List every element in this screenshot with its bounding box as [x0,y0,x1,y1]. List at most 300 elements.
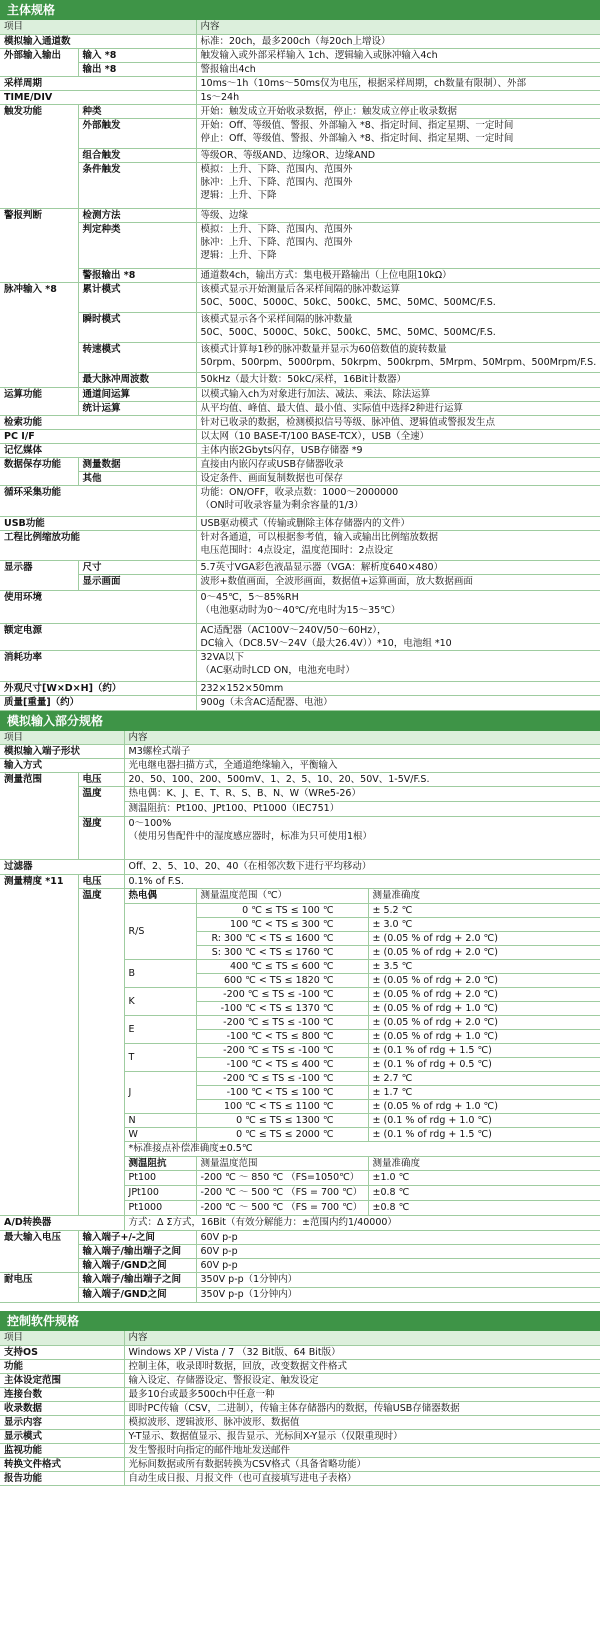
table-row [0,48,600,62]
table-row [0,1288,600,1303]
row-label: 过滤器 [0,860,124,875]
row-value: Off、2、5、10、20、40（在相邻次数下进行平均移动） [124,860,600,875]
tc-type-header: 热电偶 [124,889,196,904]
value-line: 脉冲：上升、下降、范围内、范围外 [200,176,353,188]
row-label: 工程比例缩放功能 [0,530,196,560]
row-sublabel: 测量数据 [78,457,196,471]
row-label: 报告功能 [0,1471,124,1485]
row-value: 光标间数据或所有数据转换为CSV格式（具备省略功能） [124,1457,600,1471]
tc-range: 400 ℃ ≤ TS ≤ 600 ℃ [196,960,368,974]
tc-range: 100 ℃ < TS ≤ 300 ℃ [196,918,368,932]
value-line: DC输入（DC8.5V～24V（最大26.4V））*10，电池组 *10 [200,637,452,649]
value-line: 0～100% [128,818,172,829]
table-row [0,773,600,787]
tc-acc: ± 3.5 ℃ [368,960,600,974]
row-label: 消耗功率 [0,650,196,681]
value-line: （AC驱动时LCD ON，电池充电时） [200,664,355,676]
table-row [0,457,600,471]
main-spec-table [0,20,600,711]
table-row [0,574,600,590]
row-label: PC I/F [0,429,196,443]
row-label: 显示内容 [0,1415,124,1429]
value-line: 从平均值、峰值、最大值、最小值、实际值中选择2种进行运算 [200,402,464,414]
tc-range-header: 测量温度范围（℃） [196,889,368,904]
row-label: 支持OS [0,1345,124,1359]
value-line: 1s～24h [200,91,240,103]
table-row [0,787,600,802]
row-label: 检索功能 [0,415,196,429]
row-sublabel: 外部触发 [78,118,196,148]
row-sublabel: 通道间运算 [78,387,196,401]
table-row [0,1245,600,1259]
row-value: 0.1% of F.S. [124,875,600,889]
row-value [196,90,600,104]
tc-range: -200 ℃ ≤ TS ≤ -100 ℃ [196,988,368,1002]
tc-range: S: 300 ℃ < TS ≤ 1760 ℃ [196,946,368,960]
row-value: 发生警报时向指定的邮件地址发送邮件 [124,1443,600,1457]
table-row [0,860,600,875]
value-line: 内容 [200,21,220,32]
value-line: 50C、500C、5000C、50kC、500kC、5MC、50MC、500MC/F.S. [200,326,496,338]
row-sublabel: 温度 [78,787,124,817]
table-row [0,889,600,904]
row-value: 内容 [124,1331,600,1345]
tc-range: 0 ℃ ≤ TS ≤ 100 ℃ [196,904,368,918]
row-sublabel: 温度 [78,889,124,1216]
row-value [196,372,600,387]
row-sublabel: 组合触发 [78,148,196,162]
table-row [0,745,600,759]
rtd-range-header: 测量温度范围 [196,1157,368,1171]
tc-acc: ± (0.05 % of rdg + 1.0 ℃) [368,1002,600,1016]
table-row [0,1387,600,1401]
table-row [0,162,600,208]
table-row [0,1457,600,1471]
row-value [196,471,600,485]
rtd-acc-header: 测量准确度 [368,1157,600,1171]
row-label: 显示模式 [0,1429,124,1443]
row-value [196,590,600,623]
value-line: 波形+数值画面，全波形画面，数据值+运算画面，放大数据画面 [200,575,473,587]
table-row [0,485,600,516]
tc-acc-header: 测量准确度 [368,889,600,904]
row-value [196,516,600,530]
value-line: 5.7英寸VGA彩色液晶显示器（VGA：解析度640×480） [200,561,444,573]
row-sublabel: 种类 [78,104,196,118]
row-sublabel: 条件触发 [78,162,196,208]
row-label: 功能 [0,1359,124,1373]
table-row [0,282,600,312]
table-row [0,372,600,387]
row-value [196,282,600,312]
row-value: 60V p-p [196,1231,600,1245]
row-value: Windows XP / Vista / 7 （32 Bit版、64 Bit版） [124,1345,600,1359]
row-value [196,485,600,516]
value-line: 直接由内嵌闪存或USB存储器收录 [200,458,344,470]
tc-range: -100 ℃ < TS ≤ 400 ℃ [196,1058,368,1072]
table-row [0,1443,600,1457]
tc-acc: ± (0.05 % of rdg + 2.0 ℃) [368,988,600,1002]
row-label: 监视功能 [0,1443,124,1457]
analog-spec-title: 模拟输入部分规格 [0,711,600,731]
row-label: 耐电压 [0,1273,78,1303]
tc-acc: ± 3.0 ℃ [368,918,600,932]
row-sublabel: 尺寸 [78,560,196,574]
row-value: 350V p-p（1分钟内） [196,1288,600,1303]
row-label: 项目 [0,1331,124,1345]
value-line: 以太网（10 BASE-T/100 BASE-TCX），USB（全速） [200,430,430,442]
tc-type: J [124,1072,196,1114]
rtd-range: -200 ℃ ～ 500 ℃ （FS = 700 ℃） [196,1201,368,1216]
value-line: 232×152×50mm [200,682,284,694]
value-line: 脉冲：上升、下降、范围内、范围外 [200,236,353,248]
value-line: 针对各通道，可以根据参考值，输入或输出比例缩放数据 [200,531,439,543]
row-label: 采样周期 [0,76,196,90]
row-value [196,401,600,415]
row-label: A/D转换器 [0,1216,124,1231]
rtd-range: -200 ℃ ～ 500 ℃ （FS = 700 ℃） [196,1186,368,1201]
row-label: 收录数据 [0,1401,124,1415]
table-row [0,415,600,429]
value-line: 该模式显示各个采样间隔的脉冲数量 [200,313,353,325]
row-label: 项目 [0,20,196,34]
tc-range: -100 ℃ < TS ≤ 800 ℃ [196,1030,368,1044]
value-line: 开始：触发成立开始收录数据，停止：触发成立停止收录数据 [200,105,458,117]
table-row [0,875,600,889]
table-row [0,429,600,443]
row-label: 运算功能 [0,387,78,415]
value-line: 50C、500C、5000C、50kC、500kC、5MC、50MC、500MC/F.S. [200,296,496,308]
tc-acc: ± (0.05 % of rdg + 2.0 ℃) [368,1016,600,1030]
table-row [0,342,600,372]
row-value [196,681,600,695]
row-sublabel: 电压 [78,875,124,889]
value-line: 触发输入或外部采样输入 1ch、逻辑输入或脉冲输入4ch [200,49,438,61]
table-row [0,1216,600,1231]
row-value [196,623,600,650]
tc-acc: ± 5.2 ℃ [368,904,600,918]
row-value [196,443,600,457]
row-sublabel: 输入端子/GND之间 [78,1288,196,1303]
row-label: 记忆媒体 [0,443,196,457]
row-label: 使用环境 [0,590,196,623]
row-value [196,104,600,118]
row-sublabel: 检测方法 [78,208,196,222]
row-value: 光电继电器扫描方式，全通道绝缘输入，平衡输入 [124,759,600,773]
rtd-acc: ±0.8 ℃ [368,1186,600,1201]
row-value: 20、50、100、200、500mV、1、2、5、10、20、50V、1-5V/F.S. [124,773,600,787]
row-value: 350V p-p（1分钟内） [196,1273,600,1288]
table-row [0,817,600,860]
value-line: 等级OR、等级AND、边缘OR、边缘AND [200,149,376,161]
row-sublabel: 输入端子/GND之间 [78,1259,196,1273]
tc-type: E [124,1016,196,1044]
tc-range: R: 300 ℃ < TS ≤ 1600 ℃ [196,932,368,946]
value-line: 开始：Off、等级值、警报、外部输入 *8、指定时间、指定星期、一定时间 [200,119,514,131]
value-line: 停止：Off、等级值、警报、外部输入 *8、指定时间、指定星期、一定时间 [200,132,514,144]
row-value: 热电偶：K、J、E、T、R、S、B、N、W（WRe5-26） [124,787,600,802]
value-line: 以模式输入ch为对象进行加法、减法、乘法、除法运算 [200,388,431,400]
row-label: 模拟输入端子形状 [0,745,124,759]
value-line: 标准：20ch，最多200ch（每20ch上增设） [200,35,391,47]
value-line: 900g（未含AC适配器、电池） [200,696,333,708]
row-value [196,574,600,590]
tc-acc: ± 2.7 ℃ [368,1072,600,1086]
tc-acc: ± (0.05 % of rdg + 1.0 ℃) [368,1100,600,1114]
value-line: 功能：ON/OFF，收录点数：1000～2000000 [200,486,399,498]
row-value [196,148,600,162]
row-sublabel: 最大脉冲周波数 [78,372,196,387]
tc-type: K [124,988,196,1016]
tc-acc: ± (0.05 % of rdg + 2.0 ℃) [368,932,600,946]
table-row [0,312,600,342]
tc-acc: ± (0.1 % of rdg + 1.0 ℃) [368,1114,600,1128]
table-row [0,20,600,34]
row-value [196,162,600,208]
row-sublabel: 电压 [78,773,124,787]
row-value: 60V p-p [196,1259,600,1273]
value-line: 主体内嵌2Gbyts闪存，USB存储器 *9 [200,444,363,456]
tc-acc: ± (0.05 % of rdg + 2.0 ℃) [368,974,600,988]
rtd-acc: ±0.8 ℃ [368,1201,600,1216]
tc-range: 0 ℃ ≤ TS ≤ 2000 ℃ [196,1128,368,1142]
tc-range: 100 ℃ < TS ≤ 1100 ℃ [196,1100,368,1114]
row-value [196,62,600,76]
row-value [196,342,600,372]
row-value: 测温阻抗：Pt100、JPt100、Pt1000（IEC751） [124,802,600,817]
tc-type: N [124,1114,196,1128]
row-sublabel: 其他 [78,471,196,485]
table-row [0,387,600,401]
row-label: 转换文件格式 [0,1457,124,1471]
row-sublabel: 判定种类 [78,222,196,268]
row-sublabel: 湿度 [78,817,124,860]
row-label: 最大输入电压 [0,1231,78,1273]
row-sublabel: 显示画面 [78,574,196,590]
table-row [0,34,600,48]
row-label: TIME/DIV [0,90,196,104]
table-row [0,590,600,623]
row-value: 输入设定、存储器设定、警报设定、触发设定 [124,1373,600,1387]
row-label: 额定电源 [0,623,196,650]
row-value [196,415,600,429]
row-value: Y-T显示、数据值显示、报告显示、光标间X-Y显示（仅限重现时） [124,1429,600,1443]
value-line: 模拟：上升、下降、范围内、范围外 [200,223,353,235]
row-label: 显示器 [0,560,78,590]
rtd-type: Pt100 [124,1171,196,1186]
table-row [0,731,600,745]
row-value [196,208,600,222]
row-sublabel: 累计模式 [78,282,196,312]
table-row [0,695,600,710]
row-value [196,429,600,443]
row-label: 外观尺寸[W×D×H]（约） [0,681,196,695]
rtd-acc: ±1.0 ℃ [368,1171,600,1186]
tc-acc: ± (0.05 % of rdg + 1.0 ℃) [368,1030,600,1044]
value-line: （使用另售配件中的湿度感应器时，标准为只可使用1根） [128,831,373,842]
tc-range: -200 ℃ ≤ TS ≤ -100 ℃ [196,1072,368,1086]
value-line: （ON时可收录容量为剩余容量的1/3） [200,499,364,511]
value-line: 针对已收录的数据，检测模拟信号等级、脉冲值、逻辑值或警报发生点 [200,416,496,428]
value-line: 逻辑：上升、下降 [200,249,277,261]
row-label: 脉冲输入 *8 [0,282,78,387]
value-line: （电池驱动时为0～40℃/充电时为15～35℃） [200,604,401,616]
table-row [0,148,600,162]
row-sublabel: 输入端子/输出端子之间 [78,1273,196,1288]
tc-range: -100 ℃ < TS ≤ 100 ℃ [196,1086,368,1100]
cjc-note: *标准接点补偿准确度±0.5℃ [124,1142,600,1157]
row-value: M3螺栓式端子 [124,745,600,759]
value-line: 逻辑：上升、下降 [200,189,277,201]
table-row [0,516,600,530]
main-spec-title: 主体规格 [0,0,600,20]
table-row [0,623,600,650]
table-row [0,530,600,560]
row-value: 模拟波形、逻辑波形、脉冲波形、数据值 [124,1415,600,1429]
value-line: 该模式显示开始测量后各采样间隔的脉冲数运算 [200,283,401,295]
row-value [196,34,600,48]
row-sublabel: 输入端子/输出端子之间 [78,1245,196,1259]
software-spec-table [0,1331,600,1486]
row-value: 即时PC传输（CSV，二进制），传输主体存储器内的数据，传输USB存储器数据 [124,1401,600,1415]
tc-type: W [124,1128,196,1142]
rtd-type: JPt100 [124,1186,196,1201]
table-row [0,118,600,148]
table-row [0,1331,600,1345]
table-row [0,62,600,76]
table-row [0,443,600,457]
table-row [0,76,600,90]
table-row [0,1471,600,1485]
row-value [196,387,600,401]
row-value [196,268,600,282]
tc-range: -100 ℃ < TS ≤ 1370 ℃ [196,1002,368,1016]
row-label: 警报判断 [0,208,78,282]
row-value [196,312,600,342]
tc-type: R/S [124,904,196,960]
value-line: USB驱动模式（传输或删除主体存储器内的文件） [200,517,411,529]
row-label: 测量范围 [0,773,78,860]
table-row [0,1429,600,1443]
row-label: 外部输入输出 [0,48,78,76]
value-line: 0～45℃，5～85%RH [200,591,299,603]
table-row [0,401,600,415]
row-value [196,20,600,34]
tc-range: 0 ℃ ≤ TS ≤ 1300 ℃ [196,1114,368,1128]
row-value [124,817,600,860]
row-sublabel: 输入端子+/-之间 [78,1231,196,1245]
row-label: 模拟输入通道数 [0,34,196,48]
row-label: 质量[重量]（约） [0,695,196,710]
table-row [0,1415,600,1429]
row-label: 连接台数 [0,1387,124,1401]
value-line: 设定条件、画面复制数据也可保存 [200,472,344,484]
table-row [0,681,600,695]
tc-range: 600 ℃ < TS ≤ 1820 ℃ [196,974,368,988]
tc-acc: ± (0.05 % of rdg + 2.0 ℃) [368,946,600,960]
table-row [0,268,600,282]
row-label: 数据保存功能 [0,457,78,485]
tc-acc: ± (0.1 % of rdg + 1.5 ℃) [368,1044,600,1058]
value-line: 50rpm、500rpm、5000rpm、50krpm、500krpm、5Mrpm、50Mrpm、500Mrpm/F.S. [200,356,597,368]
table-row [0,1401,600,1415]
tc-acc: ± (0.1 % of rdg + 1.5 ℃) [368,1128,600,1142]
value-line: 等级、边缘 [200,209,249,221]
row-value: 自动生成日报、月报文件（也可直接填写进电子表格） [124,1471,600,1485]
table-row [0,1359,600,1373]
row-sublabel: 警报输出 *8 [78,268,196,282]
value-line: 模拟：上升、下降、范围内、范围外 [200,163,353,175]
row-value: 方式：Δ Σ方式，16Bit（有效分解能力：±范围内约1/40000） [124,1216,600,1231]
row-label: 主体设定范围 [0,1373,124,1387]
value-line: 32VA以下 [200,651,244,663]
value-line: AC适配器（AC100V～240V/50～60Hz）， [200,624,387,636]
table-row [0,222,600,268]
tc-type: B [124,960,196,988]
row-label: 循环采集功能 [0,485,196,516]
software-spec-title: 控制软件规格 [0,1311,600,1331]
table-row [0,471,600,485]
value-line: 警报输出4ch [200,63,256,75]
table-row [0,90,600,104]
tc-acc: ± (0.1 % of rdg + 0.5 ℃) [368,1058,600,1072]
row-value: 60V p-p [196,1245,600,1259]
row-sublabel: 转速模式 [78,342,196,372]
row-sublabel: 瞬时模式 [78,312,196,342]
row-value [196,560,600,574]
table-row [0,208,600,222]
table-row [0,1273,600,1288]
row-label: 项目 [0,731,124,745]
row-label: 触发功能 [0,104,78,208]
tc-type: T [124,1044,196,1072]
table-row [0,560,600,574]
row-label: 测量精度 *11 [0,875,78,1216]
row-value [196,118,600,148]
table-row [0,759,600,773]
row-value: 最多10台或最多500ch中任意一种 [124,1387,600,1401]
row-value: 内容 [124,731,600,745]
row-sublabel: 输出 *8 [78,62,196,76]
row-value [196,76,600,90]
row-value [196,530,600,560]
row-label: 输入方式 [0,759,124,773]
rtd-range: -200 ℃ ～ 850 ℃ （FS=1050℃） [196,1171,368,1186]
value-line: 通道数4ch，输出方式：集电极开路输出（上位电阻10kΩ） [200,269,452,281]
value-line: 该模式计算每1秒的脉冲数量并显示为60倍数值的旋转数量 [200,343,447,355]
table-row [0,104,600,118]
table-row [0,650,600,681]
rtd-type: Pt1000 [124,1201,196,1216]
rtd-type-header: 测温阻抗 [124,1157,196,1171]
tc-acc: ± 1.7 ℃ [368,1086,600,1100]
value-line: 50kHz（最大计数：50kC/采样，16Bit计数器） [200,373,407,385]
value-line: 电压范围时：4点设定，温度范围时：2点设定 [200,544,394,556]
table-row [0,1231,600,1245]
value-line: 10ms～1h（10ms～50ms仅为电压，根据采样周期，ch数量有限制）、外部 [200,77,526,89]
tc-range: -200 ℃ ≤ TS ≤ -100 ℃ [196,1016,368,1030]
section-spacer [0,1303,600,1311]
row-value [196,222,600,268]
row-value [196,650,600,681]
row-label: USB功能 [0,516,196,530]
row-sublabel: 统计运算 [78,401,196,415]
row-value: 控制主体，收录即时数据，回放，改变数据文件格式 [124,1359,600,1373]
table-row [0,1373,600,1387]
row-value [196,695,600,710]
table-row [0,1259,600,1273]
row-sublabel: 输入 *8 [78,48,196,62]
